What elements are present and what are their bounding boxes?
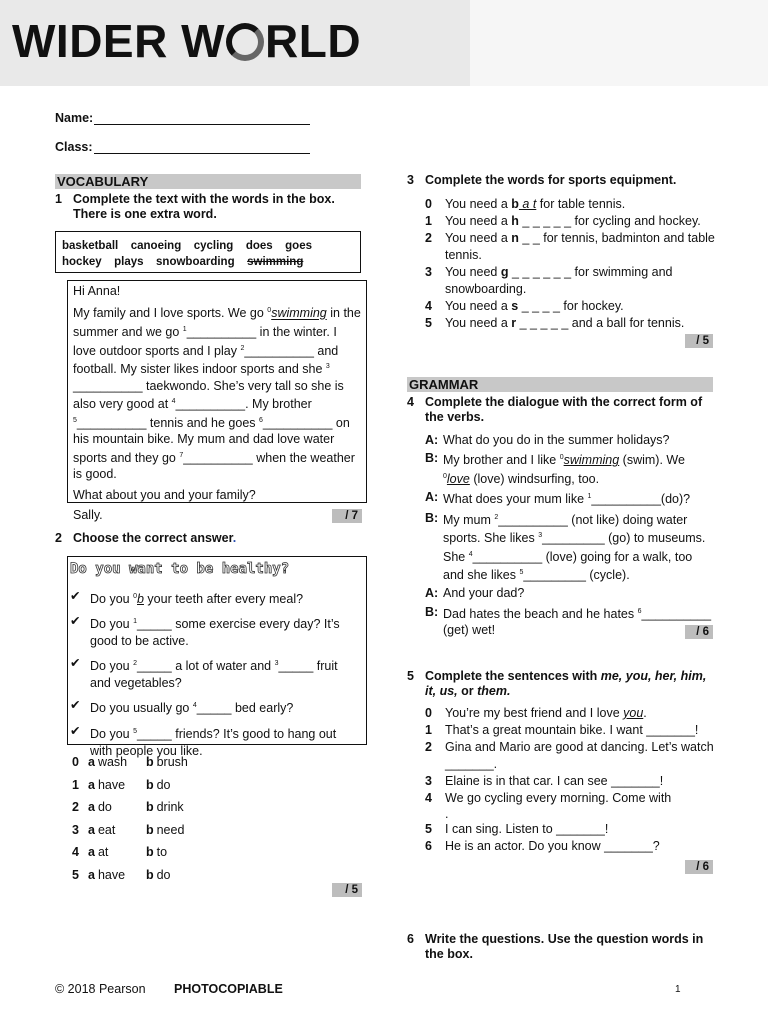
quiz-text: Do you	[90, 592, 134, 607]
item-number: 4	[425, 791, 432, 805]
quiz-title: Do you want to be healthy?	[70, 561, 290, 577]
word-item: does	[245, 240, 273, 252]
dialogue-text	[443, 510, 715, 584]
gap-number: 3	[325, 363, 330, 371]
quiz-item-text	[90, 613, 362, 650]
gap-number: 3	[274, 660, 279, 668]
gap-number: 0	[443, 472, 447, 480]
dialogue-text	[443, 489, 690, 507]
answer-gap[interactable]: He is an actor. Do you know _______?	[445, 839, 660, 853]
quiz-item-text	[90, 588, 303, 608]
option-number: 3	[72, 822, 79, 837]
q5-list	[425, 705, 715, 855]
gap-7[interactable]: __________ when the weather is good.	[73, 450, 355, 482]
quiz-text: Do you	[90, 617, 134, 632]
answer-gap[interactable]: _ _ _ _ _ for cycling and hockey.	[518, 214, 701, 228]
q4-instruction: Complete the dialogue with the correct form of the verbs.	[425, 395, 703, 424]
q3-item-text	[445, 213, 701, 230]
word-item: goes	[285, 240, 312, 252]
q5-instruction	[425, 669, 717, 699]
q6-instruction: Write the questions. Use the question words in the box.	[425, 932, 704, 961]
option-row: 4 a at b to	[72, 841, 272, 864]
q5-item	[425, 821, 715, 838]
first-letter: b	[511, 197, 519, 211]
letter-box	[67, 280, 367, 522]
gap-number: 4	[192, 702, 197, 710]
item-text: You need a	[445, 214, 512, 228]
q5-item	[425, 722, 715, 739]
answer-gap[interactable]: Elaine is in that car. I can see _______!	[445, 774, 664, 788]
item-number: 3	[425, 265, 432, 279]
quiz-item	[70, 655, 362, 692]
gap-number: 5	[133, 727, 137, 735]
item-number	[425, 807, 441, 821]
letter-text: in the summer and we go	[73, 306, 361, 340]
class-line[interactable]	[94, 153, 310, 154]
q1-score: / 7	[332, 509, 362, 523]
answer-gap[interactable]: That’s a great mountain bike. I want _______!	[445, 723, 699, 737]
gap-number: 1	[133, 618, 137, 626]
dialogue-gap-4[interactable]: __________ (love) going for a walk, too and she likes	[443, 549, 693, 583]
gap-number: 6	[259, 416, 263, 424]
answer-gap[interactable]: _ _ _ _ _ _ for swimming and snowboarding.	[445, 265, 673, 296]
dialogue-gap-5[interactable]: _________ (cycle).	[523, 568, 630, 583]
item-number: 2	[425, 740, 432, 754]
q1-instruction-block	[55, 192, 355, 222]
gap-number: 2	[494, 513, 499, 521]
option-b[interactable]: to	[156, 845, 168, 860]
option-b[interactable]: do	[156, 867, 171, 882]
option-number: 4	[72, 845, 79, 860]
quiz-gap-1[interactable]: _____ some exercise every day? It’s good to be active.	[90, 617, 340, 649]
gap-number: 5	[519, 569, 524, 577]
speaker-label: B:	[425, 510, 439, 525]
q2-instruction-text: Choose the correct answer	[73, 531, 233, 545]
dialogue-segment: My mum	[443, 512, 495, 527]
q4-dialogue	[425, 432, 715, 639]
header-band-accent	[470, 0, 768, 86]
quiz-item-text	[90, 655, 362, 692]
letter-text: My family and I love sports. We go	[73, 306, 268, 321]
option-number: 1	[72, 777, 79, 792]
quiz-item	[70, 588, 362, 608]
gap-number: 0	[133, 593, 137, 600]
quiz-item	[70, 697, 362, 717]
q2-options	[72, 751, 272, 887]
q3-item-text	[445, 298, 624, 315]
q3-item	[425, 196, 715, 213]
option-number: 2	[72, 800, 79, 815]
gap-number: 1	[587, 493, 592, 501]
quiz-text: Do you	[90, 659, 134, 674]
q3-instruction-block	[407, 173, 717, 188]
gap-number: 0	[559, 454, 564, 462]
q5-instruction-words: them.	[477, 684, 511, 698]
dialogue-gap-6[interactable]: __________ (get) wet!	[443, 606, 712, 638]
q3-item-text	[445, 230, 715, 264]
option-a[interactable]: have	[97, 777, 126, 792]
tick-icon: ✔	[70, 614, 81, 629]
q5-item	[425, 790, 715, 807]
quiz-gap-5[interactable]: _____ friends? It’s good to hang out with people you like.	[90, 726, 337, 758]
option-b[interactable]: need	[156, 822, 185, 837]
gap-number: 0	[267, 307, 272, 315]
q1-instruction: Complete the text with the words in the box. There is one extra word.	[73, 192, 335, 221]
gap-number: 2	[133, 660, 137, 668]
q5-item	[425, 807, 715, 821]
word-item: canoeing	[130, 240, 182, 252]
gap-4[interactable]: __________. My brother	[175, 397, 312, 412]
option-b[interactable]: drink	[156, 800, 184, 815]
item-text: You need a	[445, 197, 512, 211]
speaker-label: B:	[425, 604, 439, 619]
letter-question: What about you and your family?	[73, 487, 256, 502]
dialogue-segment: My brother and I like	[443, 453, 560, 468]
option-a[interactable]: have	[97, 867, 126, 882]
q3-item	[425, 213, 715, 230]
option-row: 1 a have b do	[72, 774, 272, 797]
example-answer: you	[623, 706, 644, 720]
item-text: You need a	[445, 231, 512, 245]
wider-world-logo	[12, 15, 362, 67]
word-item: plays	[114, 256, 144, 268]
option-b[interactable]: do	[156, 777, 171, 792]
tick-icon: ✔	[70, 723, 81, 738]
dialogue-text	[443, 450, 715, 487]
quiz-item-text	[90, 697, 293, 717]
class-label: Class:	[55, 140, 93, 154]
word-item: cycling	[193, 240, 234, 252]
item-text: You need	[445, 265, 501, 279]
dialogue-segment: What does your mum like	[443, 492, 588, 507]
dialogue-text: And your dad?	[443, 586, 525, 601]
item-text: You need a	[445, 316, 512, 330]
gap-number: 1	[182, 325, 187, 333]
quiz-gap-2[interactable]: _____ a lot of water and	[137, 659, 275, 674]
q2-score: / 5	[332, 883, 362, 897]
option-row: 2 a do b drink	[72, 796, 272, 819]
dialogue-gap-1[interactable]: __________(do)?	[591, 492, 691, 507]
answer-gap[interactable]: _ _ _ _ _ and a ball for tennis.	[516, 316, 685, 330]
q5-item-text	[445, 705, 647, 722]
example-answer: b	[137, 592, 144, 607]
q3-instruction: Complete the words for sports equipment.	[425, 173, 677, 187]
dialogue-text: What do you do in the summer holidays?	[443, 433, 670, 447]
gap-1[interactable]: __________ in the winter. I love outdoor sports and I play	[73, 325, 337, 358]
q5-instruction-words: me, you, her, him, it, us,	[425, 669, 707, 698]
item-text: .	[643, 706, 647, 720]
item-text: You’re my best friend and I love	[445, 706, 624, 720]
quiz-text: Do you usually go	[90, 701, 193, 716]
dialogue-line	[425, 510, 715, 584]
gap-number: 7	[179, 451, 184, 459]
quiz-item	[70, 613, 362, 650]
example-answer: swimming	[271, 306, 327, 321]
gap-number: 6	[637, 607, 642, 615]
word-item: hockey	[62, 256, 102, 268]
dialogue-line	[425, 604, 715, 639]
q3-score: / 5	[685, 334, 713, 348]
item-number: 2	[425, 231, 432, 245]
option-a[interactable]: do	[97, 800, 112, 815]
tick-icon: ✔	[70, 698, 81, 713]
struck-word-item: swimming	[247, 256, 304, 268]
q4-score: / 6	[685, 625, 713, 639]
name-label: Name:	[55, 111, 94, 125]
first-letter: s	[511, 299, 519, 313]
word-item: snowboarding	[156, 256, 235, 268]
tick-icon: ✔	[70, 589, 81, 603]
word-box	[55, 231, 361, 273]
answer-gap[interactable]: _ _ for tennis, badminton and table tennis.	[445, 231, 715, 262]
q1-number: 1	[55, 192, 62, 206]
logo-text-right: RLD	[265, 15, 362, 67]
item-number: 5	[425, 822, 432, 836]
answer-gap[interactable]: We go cycling every morning. Come with	[445, 791, 672, 805]
item-number: 5	[425, 316, 432, 330]
dialogue-line	[425, 450, 715, 487]
quiz-text: your teeth after every meal?	[143, 592, 304, 607]
item-number: 4	[425, 299, 432, 313]
speaker-label: A:	[425, 433, 439, 447]
q6-number: 6	[407, 932, 414, 946]
first-letter: n	[511, 231, 519, 245]
grammar-heading: GRAMMAR	[407, 377, 713, 392]
item-number: 1	[425, 723, 432, 737]
q5-item	[425, 773, 715, 790]
photocopiable-label: PHOTOCOPIABLE	[174, 982, 283, 996]
answer-gap[interactable]: .	[445, 807, 449, 821]
option-a[interactable]: eat	[97, 822, 116, 837]
q3-item-text	[445, 264, 715, 298]
dialogue-text	[443, 604, 715, 639]
q5-item	[425, 739, 715, 773]
logo-text-left: WIDER W	[12, 15, 226, 67]
option-number: 0	[72, 755, 79, 769]
q3-item	[425, 315, 715, 332]
q5-item	[425, 705, 715, 722]
letter-signoff: Sally.	[73, 507, 103, 522]
option-b[interactable]: brush	[156, 755, 188, 769]
gap-number: 4	[468, 550, 473, 558]
gap-number: 3	[538, 532, 543, 540]
example-answer: swimming	[563, 453, 620, 468]
example-answer: love	[446, 471, 470, 486]
q4-instruction-block	[407, 395, 717, 425]
speaker-label: A:	[425, 586, 439, 601]
word-item: basketball	[62, 240, 119, 252]
q3-number: 3	[407, 173, 414, 187]
q3-item-text	[445, 315, 684, 332]
gap-number: 4	[171, 398, 176, 406]
quiz-text: Do you	[90, 726, 134, 741]
q2-instruction-end: .	[232, 531, 237, 545]
gap-number: 2	[240, 344, 245, 352]
logo-o-ring-icon	[226, 23, 264, 61]
letter-body	[73, 303, 361, 482]
quiz-gap-4[interactable]: _____ bed early?	[196, 701, 294, 716]
item-number: 3	[425, 774, 432, 788]
quiz-gap-3[interactable]: _____ fruit and vegetables?	[90, 659, 338, 691]
dialogue-segment: (love) windsurfing, too.	[469, 471, 600, 486]
q6-instruction-block	[407, 932, 717, 962]
q3-item	[425, 264, 715, 298]
word-box-line-2	[62, 254, 354, 270]
gap-6[interactable]: __________ on his mountain bike. My mum and dad love water sports and they go	[73, 415, 350, 465]
dialogue-line	[425, 489, 715, 507]
q5-number: 5	[407, 669, 414, 683]
name-line[interactable]	[94, 124, 310, 125]
option-row: 0 a wash b brush	[72, 751, 272, 774]
dialogue-segment: Dad hates the beach and he hates	[443, 606, 638, 621]
dialogue-gap-3[interactable]: _________ (go) to museums. She	[443, 531, 706, 564]
q3-item-text	[445, 196, 625, 213]
option-a[interactable]: at	[97, 845, 109, 860]
q5-instruction-text: Complete the sentences with	[425, 669, 601, 683]
answer-gap[interactable]: I can sing. Listen to _______!	[445, 822, 609, 836]
gap-3[interactable]: __________ taekwondo. She’s very tall so she is also very good at	[73, 378, 344, 412]
answer-gap[interactable]: _ _ _ _ for hockey.	[518, 299, 624, 313]
q3-list	[425, 196, 715, 332]
dialogue-line	[425, 585, 715, 601]
quiz-box	[67, 556, 367, 758]
q2-instruction-block	[55, 531, 355, 546]
item-number: 0	[425, 197, 432, 211]
gap-2[interactable]: __________ and football. My sister likes indoor sports and she	[73, 343, 339, 377]
letter-greeting: Hi Anna!	[73, 284, 121, 298]
dialogue-line	[425, 432, 715, 448]
copyright: © 2018 Pearson	[55, 982, 146, 996]
option-a[interactable]: wash	[97, 755, 128, 769]
item-number: 1	[425, 214, 432, 228]
q2-number: 2	[55, 531, 62, 545]
first-letter: h	[511, 214, 519, 228]
tick-icon: ✔	[70, 656, 81, 671]
first-letter: r	[511, 316, 517, 330]
answer-gap[interactable]: Gina and Mario are good at dancing. Let’s watch _______.	[445, 740, 714, 771]
item-number: 0	[425, 706, 432, 720]
first-letter: g	[500, 265, 509, 279]
q5-instruction-text: or	[457, 684, 478, 698]
q5-instruction-block	[407, 669, 717, 699]
option-row: 3 a eat b need	[72, 819, 272, 842]
vocabulary-heading: VOCABULARY	[55, 174, 361, 189]
q5-score: / 6	[685, 860, 713, 874]
q3-item	[425, 230, 715, 264]
q3-item	[425, 298, 715, 315]
item-text: You need a	[445, 299, 512, 313]
dialogue-segment: (swim). We	[619, 453, 685, 468]
gap-5[interactable]: __________ tennis and he goes	[76, 415, 260, 430]
page-number: 1	[675, 984, 681, 995]
q4-number: 4	[407, 395, 414, 409]
option-number: 5	[72, 867, 79, 882]
dialogue-gap-2[interactable]: __________ (not like) doing water sports. She likes	[443, 512, 688, 546]
speaker-label: A:	[425, 490, 439, 505]
q5-item	[425, 838, 715, 855]
item-number: 6	[425, 839, 432, 853]
gap-number: 5	[73, 416, 77, 424]
item-text: for table tennis.	[536, 197, 626, 211]
speaker-label: B:	[425, 451, 439, 466]
option-row: 5 a have b do	[72, 864, 272, 887]
q2-instruction	[73, 531, 236, 546]
word-box-line-1	[62, 238, 354, 254]
example-answer: a t	[518, 197, 537, 211]
